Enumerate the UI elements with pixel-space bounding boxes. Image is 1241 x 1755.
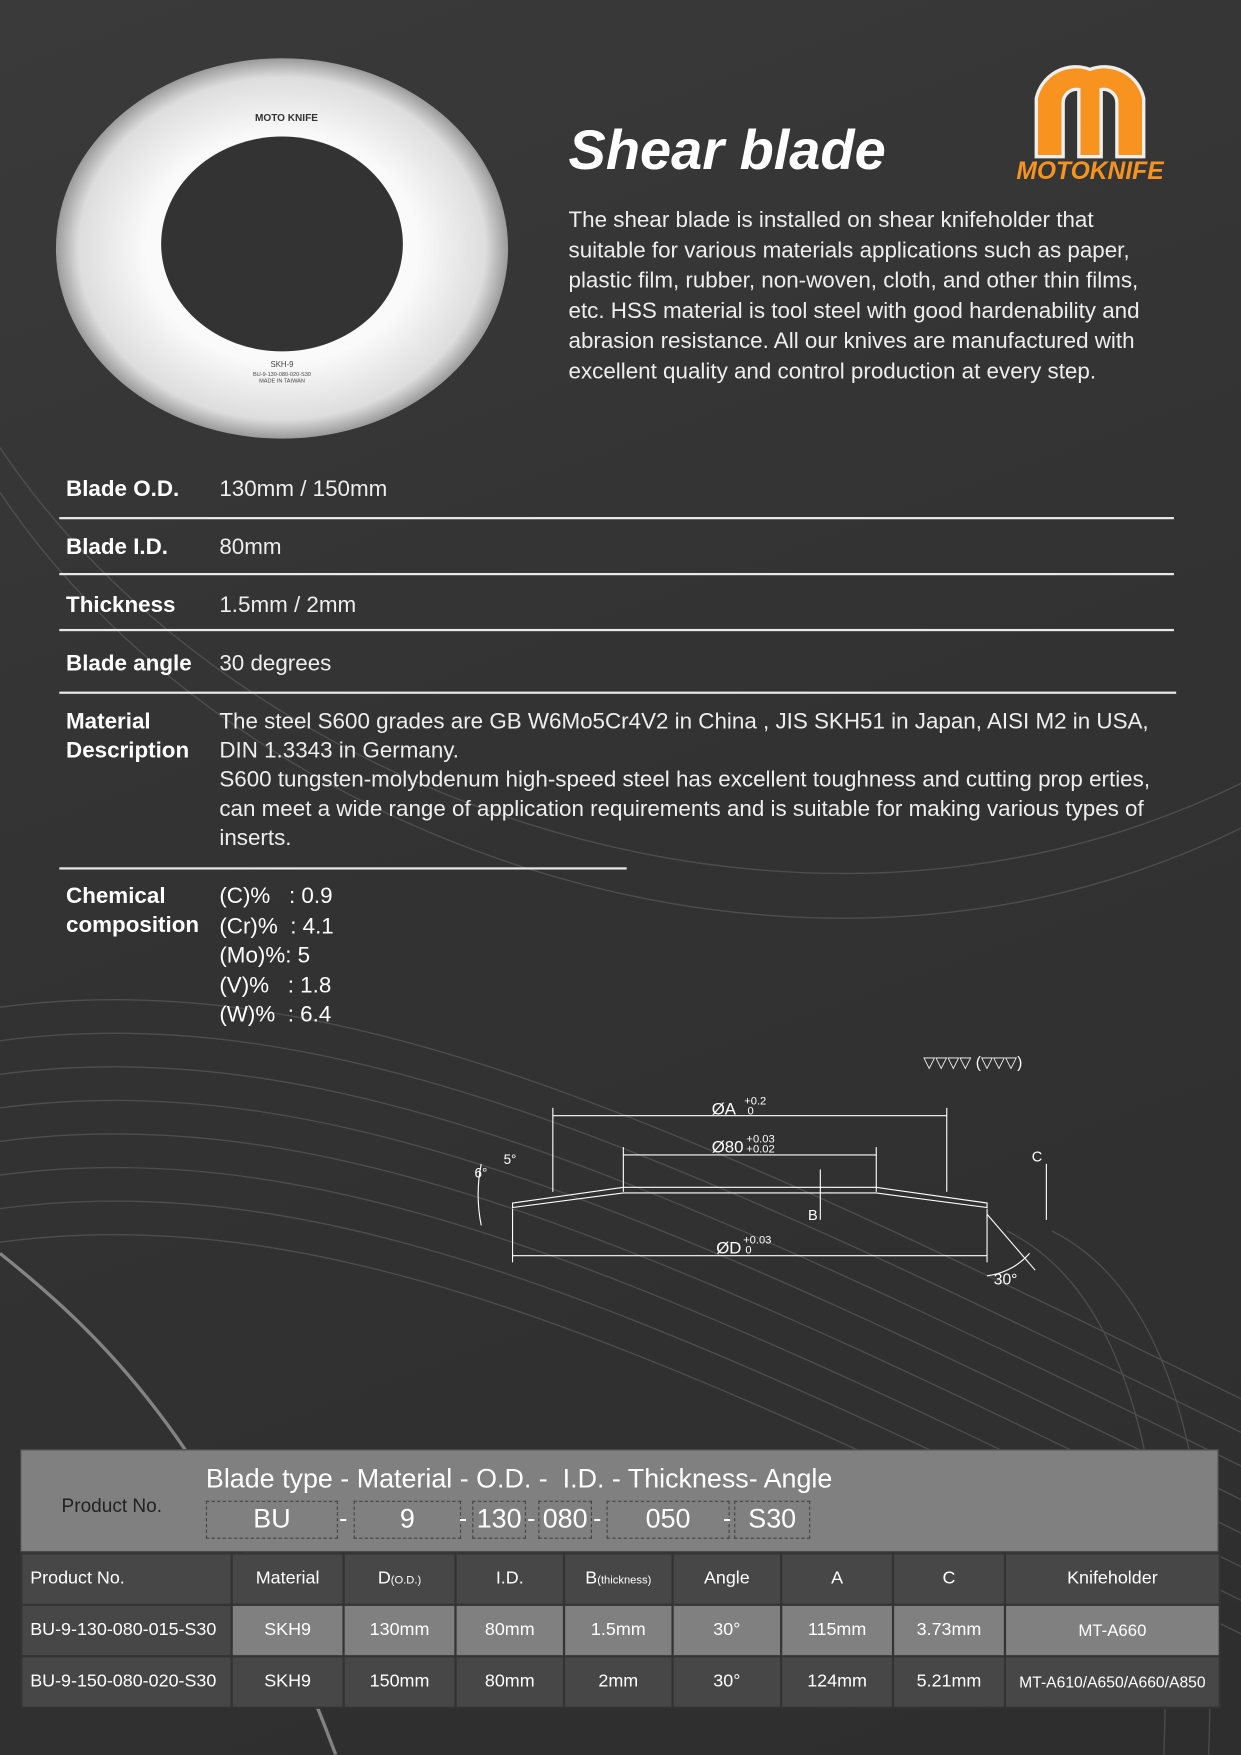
product-description: The shear blade is installed on shear knifeholder that suitable for various materials applications such as paper, plastic film, rubber, non-woven, cloth, and other thin films, etc. HSS material is tool steel with good hardenability and abrasion resistance. All our knives are manufactured with excellent quality and control production at every step. [568, 208, 1140, 384]
divider [59, 517, 1174, 519]
cell: MT-A660 [1005, 1605, 1220, 1656]
spec-value: 130mm / 150mm [219, 476, 388, 502]
col-product-no: Product No. [21, 1553, 231, 1604]
code-separator: - [722, 1504, 732, 1533]
cell: 1.5mm [564, 1605, 673, 1656]
cell: SKH9 [232, 1656, 344, 1707]
table-row [21, 1656, 1220, 1707]
col-angle: Angle [673, 1553, 782, 1604]
chemical-label: Chemical composition [66, 884, 200, 938]
spec-value: 1.5mm / 2mm [219, 593, 357, 618]
spec-label: Thickness [66, 593, 176, 618]
col-id: I.D. [455, 1553, 564, 1604]
divider [59, 867, 626, 869]
spec-label: Material Description [66, 709, 190, 764]
product-code-format: Blade type - Material - O.D. - I.D. - Thickness- Angle [205, 1463, 833, 1494]
divider [59, 629, 1174, 631]
chem-item: (Mo)%: 5 [219, 943, 311, 969]
spec-value: 30 degrees [219, 651, 332, 676]
table-row [21, 1605, 1220, 1656]
dim-d-tol: 0 [745, 1244, 752, 1257]
angle-6: 6° [474, 1165, 488, 1181]
cell: BU-9-150-080-020-S30 [21, 1656, 231, 1707]
cell: MT-A610/A650/A660/A850 [1005, 1656, 1220, 1707]
dim-c: C [1031, 1149, 1043, 1166]
product-code-legend [20, 1449, 1219, 1552]
spec-value: 80mm [219, 534, 282, 560]
angle-30: 30° [993, 1271, 1018, 1289]
spec-label: Blade O.D. [66, 476, 180, 502]
page-title: Shear blade [568, 118, 886, 182]
svg-text:SKH-9: SKH-9 [270, 360, 294, 370]
dim-80-tol: +0.02 [746, 1143, 775, 1156]
chem-item: (V)% : 1.8 [219, 973, 332, 998]
svg-text:MADE IN TAIWAN: MADE IN TAIWAN [259, 378, 305, 385]
cell: 80mm [455, 1605, 564, 1656]
code-separator: - [458, 1504, 468, 1533]
dim-a-tol: 0 [747, 1105, 754, 1118]
col-a: A [781, 1553, 893, 1604]
product-table [20, 1552, 1221, 1709]
cell: SKH9 [232, 1605, 344, 1656]
dim-80: Ø80 [711, 1137, 744, 1157]
brand-logo [1005, 54, 1175, 188]
code-part-id: 080 [538, 1501, 592, 1539]
dim-d-tol: +0.03 [743, 1234, 772, 1247]
code-part-angle: S30 [734, 1501, 810, 1539]
chem-item: (W)% : 6.4 [219, 1002, 332, 1028]
dim-b: B [807, 1207, 818, 1224]
dim-a: ØA [711, 1099, 736, 1119]
cell: 150mm [344, 1656, 456, 1707]
col-knifeholder: Knifeholder [1005, 1553, 1220, 1604]
cell: 5.21mm [893, 1656, 1005, 1707]
cell: 3.73mm [893, 1605, 1005, 1656]
cell: 30° [673, 1605, 782, 1656]
material-desc-2: S600 tungsten-molybdenum high-speed steel has excellent toughness and cutting prop erties, can meet a wide range of application requirements and is suitable for making various types of inserts. [219, 767, 1151, 851]
brand-name: MOTOKNIFE [1016, 156, 1164, 185]
svg-text:BU-9-130-080-020-S30: BU-9-130-080-020-S30 [253, 372, 312, 379]
code-separator: - [593, 1504, 602, 1533]
chem-item: (C)% : 0.9 [219, 884, 333, 909]
code-separator: - [339, 1504, 348, 1533]
cell: 30° [673, 1656, 782, 1707]
stamp-brand: MOTO KNIFE [254, 112, 318, 124]
material-desc-1: The steel S600 grades are GB W6Mo5Cr4V2 in China , JIS SKH51 in Japan, AISI M2 in USA, DIN 1.3343 in Germany. [219, 709, 1149, 764]
technical-drawing [459, 1041, 1063, 1298]
cell: 124mm [781, 1656, 893, 1707]
cell: 80mm [455, 1656, 564, 1707]
cell: 2mm [564, 1656, 673, 1707]
cell: 130mm [344, 1605, 456, 1656]
cell: BU-9-130-080-015-S30 [21, 1605, 231, 1656]
angle-5: 5° [503, 1151, 517, 1167]
col-thickness: B(thickness) [564, 1553, 673, 1604]
dim-80-tol: +0.03 [746, 1133, 775, 1146]
code-part-material: 9 [354, 1501, 461, 1539]
col-od: D(O.D.) [344, 1553, 456, 1604]
dim-a-tol: +0.2 [744, 1095, 767, 1108]
chem-item: (Cr)% : 4.1 [219, 913, 334, 939]
cell: 115mm [781, 1605, 893, 1656]
dim-d: ØD [716, 1238, 742, 1258]
code-part-thickness: 050 [607, 1501, 730, 1539]
logo-m-icon [1005, 54, 1175, 160]
spec-label: Blade I.D. [66, 534, 169, 560]
table-header [21, 1553, 1220, 1604]
divider [59, 573, 1174, 575]
code-part-blade-type: BU [206, 1501, 338, 1539]
code-part-od: 130 [472, 1501, 526, 1539]
product-no-label: Product No. [61, 1495, 163, 1517]
surface-finish: ▽▽▽▽ (▽▽▽) [923, 1054, 1023, 1072]
spec-value [219, 707, 1159, 852]
spec-label: Blade angle [66, 651, 192, 676]
code-separator: - [527, 1504, 536, 1533]
divider [59, 692, 1176, 694]
col-material: Material [232, 1553, 344, 1604]
blade-image [54, 56, 513, 448]
col-c: C [893, 1553, 1005, 1604]
